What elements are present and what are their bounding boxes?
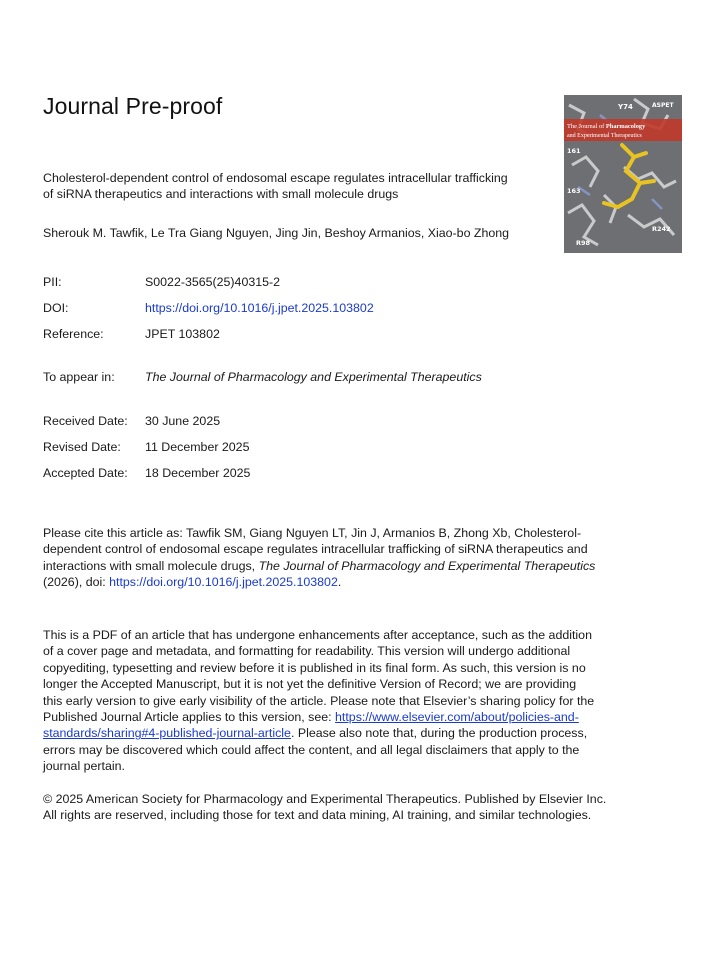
notice-line: copyediting, typesetting and review before it is published in its final form. As such, this version is no	[43, 660, 586, 675]
citation-journal-name: The Journal of Pharmacology and Experimental Therapeutics	[258, 558, 596, 573]
sharing-policy-link-continued[interactable]: standards/sharing#4-published-journal-article	[43, 726, 291, 741]
journal-cover-image	[564, 95, 682, 253]
citation-doi-link[interactable]: https://doi.org/10.1016/j.jpet.2025.103802	[109, 575, 338, 590]
notice-text: Published Journal Article applies to this version, see:	[43, 710, 336, 725]
notice-line: This is a PDF of an article that has undergone enhancements after acceptance, such as the addition	[43, 628, 592, 642]
cover-journal-bold: Pharmacology	[605, 123, 646, 130]
svg-text:The Journal of Pharmacology	[567, 123, 646, 130]
article-title-line-2: of siRNA therapeutics and interactions with small molecule drugs	[43, 187, 399, 201]
received-date-label: Received Date:	[43, 414, 128, 428]
copyright-line: All rights are reserved, including those for text and data mining, AI training, and similar technologies.	[43, 808, 592, 823]
appear-in-label: To appear in:	[43, 370, 115, 384]
cover-label-r98: R98	[576, 239, 591, 247]
cover-label-y74: Y74	[618, 103, 633, 111]
doi-label: DOI:	[43, 301, 69, 315]
accepted-date-label: Accepted Date:	[43, 466, 128, 480]
cover-label-161: 161	[567, 147, 581, 155]
cover-journal-prefix: The Journal of	[567, 123, 606, 130]
page-title: Journal Pre-proof	[43, 93, 223, 119]
citation-text: interactions with small molecule drugs,	[43, 558, 259, 573]
cover-label-aspet: ASPET	[652, 102, 674, 109]
notice-line: journal pertain.	[43, 759, 125, 774]
cover-label-163: 163	[567, 187, 581, 195]
notice-line	[43, 709, 673, 725]
citation-text: .	[337, 575, 342, 590]
notice-line: of a cover page and metadata, and formatting for readability. This version will undergo additional	[43, 644, 571, 659]
citation-paragraph	[43, 525, 673, 591]
citation-line	[43, 558, 673, 574]
citation-line: Please cite this article as: Tawfik SM, Giang Nguyen LT, Jin J, Armanios B, Zhong Xb, Cholesterol-	[43, 526, 582, 540]
pii-value: S0022-3565(25)40315-2	[145, 275, 281, 289]
received-date-value: 30 June 2025	[145, 414, 221, 428]
article-title	[43, 170, 563, 202]
revised-date-label: Revised Date:	[43, 440, 121, 454]
citation-text: (2026), doi:	[43, 575, 110, 590]
cover-artwork	[564, 95, 682, 253]
notice-line: errors may be discovered which could affect the content, and all legal disclaimers that apply to the	[43, 742, 580, 757]
notice-line	[43, 725, 673, 741]
pii-label: PII:	[43, 275, 62, 289]
author-list: Sherouk M. Tawfik, Le Tra Giang Nguyen, Jing Jin, Beshoy Armanios, Xiao-bo Zhong	[43, 226, 510, 240]
revised-date-value: 11 December 2025	[145, 440, 250, 454]
journal-name: The Journal of Pharmacology and Experimental Therapeutics	[145, 370, 482, 384]
notice-line: longer the Accepted Manuscript, but it is not yet the definitive Version of Record; we are providing	[43, 677, 577, 692]
copyright-notice	[43, 791, 673, 824]
citation-line	[43, 574, 673, 590]
notice-line: this early version to give early visibility of the article. Please note that Elsevier’s sharing policy for the	[43, 693, 595, 708]
article-title-line-1: Cholesterol-dependent control of endosomal escape regulates intracellular trafficking	[43, 171, 508, 185]
notice-text: . Please also note that, during the production process,	[290, 726, 588, 741]
copyright-line: © 2025 American Society for Pharmacology and Experimental Therapeutics. Published by Elsevier Inc.	[43, 792, 607, 806]
accepted-date-value: 18 December 2025	[145, 466, 251, 480]
cover-label-r242: R242	[652, 225, 671, 233]
citation-line: dependent control of endosomal escape regulates intracellular trafficking of siRNA therapeutics and	[43, 542, 588, 557]
doi-link[interactable]: https://doi.org/10.1016/j.jpet.2025.103802	[145, 301, 374, 315]
notice-paragraph	[43, 627, 673, 775]
cover-journal-line2: and Experimental Therapeutics	[567, 133, 642, 139]
reference-value: JPET 103802	[145, 327, 220, 341]
reference-label: Reference:	[43, 327, 104, 341]
sharing-policy-link[interactable]: https://www.elsevier.com/about/policies-and-	[335, 710, 579, 725]
